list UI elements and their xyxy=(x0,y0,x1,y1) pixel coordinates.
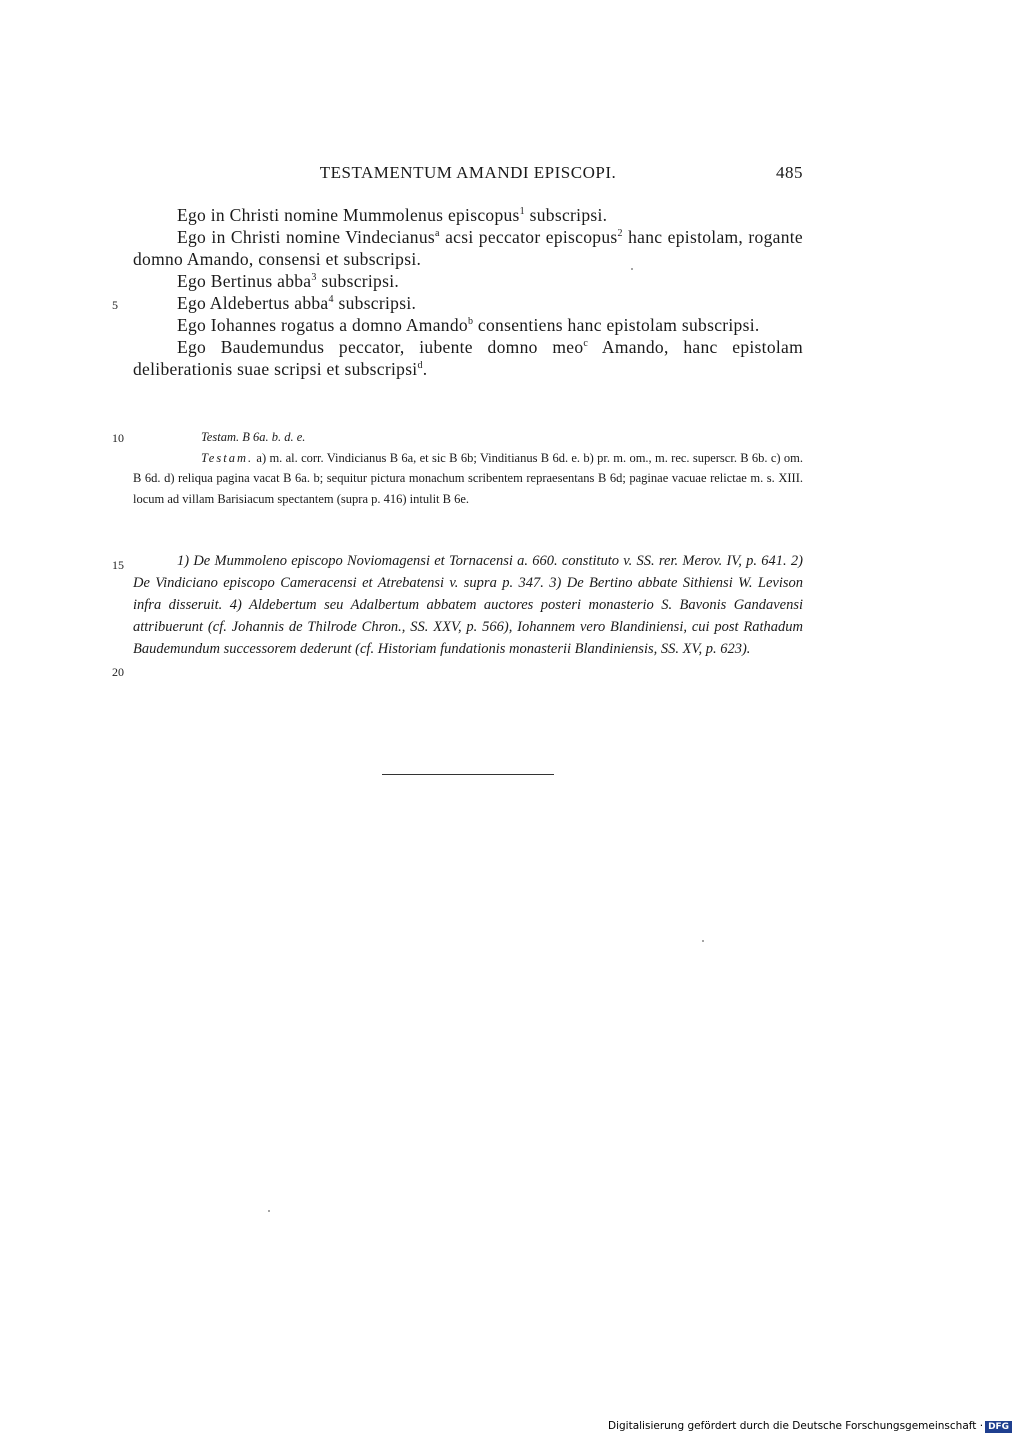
main-text xyxy=(133,204,803,380)
footnote-ref: 3 xyxy=(311,272,317,284)
footnotes xyxy=(133,550,803,660)
apparatus-ref: a xyxy=(435,228,440,240)
signature-vindecianus: Ego in Christi nomine Vindecianus$^a$ acsi peccator episcopus$^2$ hanc epistolam, rogante domno Amando, consensi et subscripsi. xyxy=(133,227,803,269)
signature-mummolenus: Ego in Christi nomine Mummolenus episcopus$^1$ subscripsi. xyxy=(177,205,608,225)
page-number: 485 xyxy=(776,163,803,182)
apparatus-ref: b xyxy=(467,316,474,328)
apparatus-notes: Testam. a) m. al. corr. Vindicianus B 6a, et sic B 6b; Vinditianus B 6d. e. b) pr. m. om., m. rec. superscr. B 6b. c) om. B 6d. d) reliqua pagina vacat B 6a. b; sequitur pictura monachum scribentem repraesentans B 6d; paginae vacuae relictae m. s. XIII. locum ad villam Barisiacum spectantem (supra p. 416) intulit B 6e. xyxy=(133,450,803,506)
paper-speck xyxy=(631,268,633,270)
end-rule xyxy=(382,774,554,775)
line-number: 15 xyxy=(112,558,124,572)
footnote-ref: 2 xyxy=(617,228,623,240)
signature-aldebertus: Ego Aldebertus abba$^4$ subscripsi. xyxy=(177,293,417,313)
dfg-logo: DFG xyxy=(985,1421,1012,1433)
critical-apparatus xyxy=(133,427,803,509)
line-number: 20 xyxy=(112,665,124,679)
page-title: TESTAMENTUM AMANDI EPISCOPI. xyxy=(319,163,617,182)
line-number: 10 xyxy=(112,431,124,445)
apparatus-sigla: Testam. B 6a. b. d. e. xyxy=(201,430,306,444)
footnote-ref: 4 xyxy=(328,294,334,306)
footnote-ref: 1 xyxy=(519,206,525,218)
signature-baudemundus: Ego Baudemundus peccator, iubente domno meo$^c$ Amando, hanc epistolam deliberationis suae scripsi et subscripsi$^d$. xyxy=(133,337,804,379)
signature-iohannes: Ego Iohannes rogatus a domno Amando$^b$ consentiens hanc epistolam subscripsi. xyxy=(177,315,760,335)
signature-bertinus: Ego Bertinus abba$^3$ subscripsi. xyxy=(177,271,400,291)
apparatus-ref: c xyxy=(583,338,589,350)
digitization-credit: Digitalisierung gefördert durch die Deutsche Forschungsgemeinschaft · DFG xyxy=(608,1420,1012,1433)
apparatus-ref: d xyxy=(417,360,423,372)
paper-speck xyxy=(268,1210,270,1212)
paper-speck xyxy=(702,940,704,942)
footnote-text: 1) De Mummoleno episcopo Noviomagensi et Tornacensi a. 660. constituto v. SS. rer. Merov. IV, p. 641. 2) De Vindiciano episcopo Cameracensi et Atrebatensi v. supra p. 347. 3) De Bertino abbate Sithiensi W. Levison infra disseruit. 4) Aldebertum seu Adalbertum abbatem auctores posteri monasterio S. Bavonis Gandavensi attribuerunt (cf. Johannis de Thilrode Chron., SS. XXV, p. 566), Iohannem vero Blandiniensi, cui post Rathadum Baudemundum successorem dederunt (cf. Historiam fundationis monasterii Blandiniensis, SS. XV, p. 623). xyxy=(133,553,803,657)
line-number: 5 xyxy=(112,298,118,312)
